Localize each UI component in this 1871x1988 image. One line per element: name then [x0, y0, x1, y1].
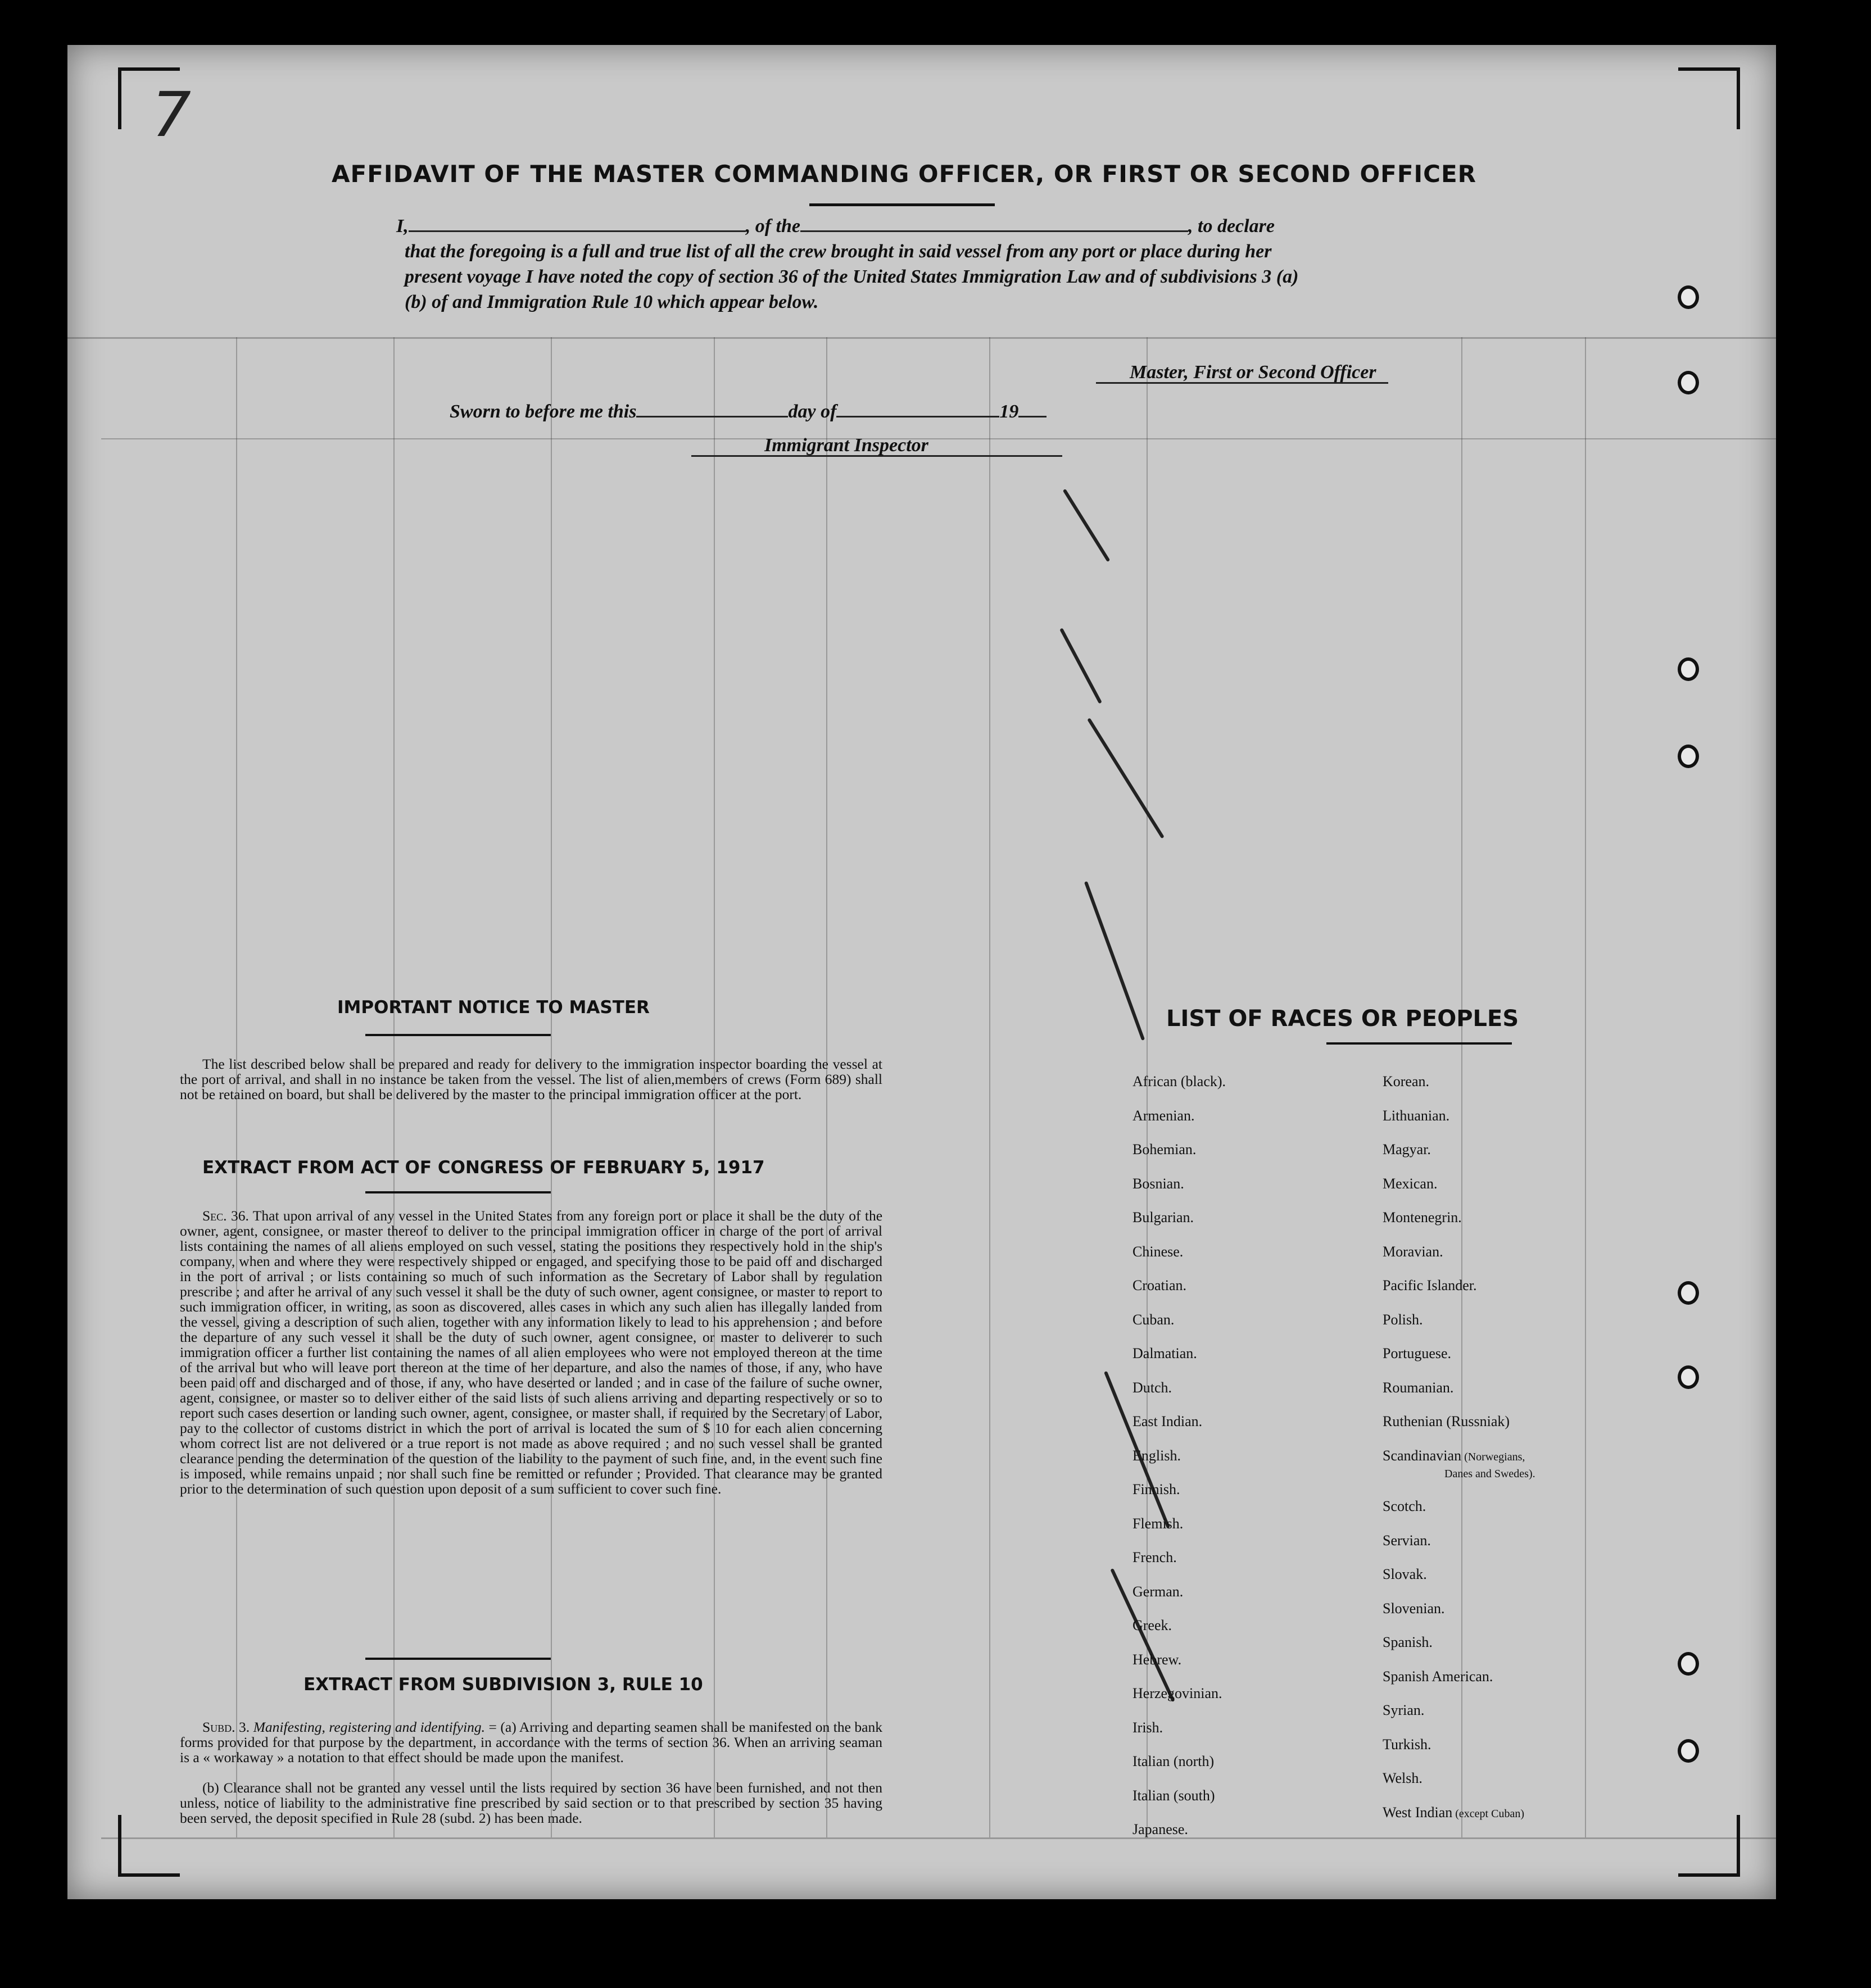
crop-mark	[118, 67, 180, 71]
race-label: Montenegrin.	[1383, 1209, 1462, 1226]
race-item	[1383, 1804, 1524, 1821]
race-item	[1383, 1175, 1437, 1192]
race-item	[1132, 1583, 1183, 1600]
race-item	[1383, 1209, 1462, 1226]
race-label: Slovak.	[1383, 1566, 1427, 1582]
signature-label: Master, First or Second Officer	[1130, 362, 1376, 383]
race-label: Mexican.	[1383, 1175, 1438, 1192]
race-item	[1132, 1379, 1172, 1396]
sworn-day-blank[interactable]	[636, 399, 788, 417]
race-item	[1383, 1073, 1429, 1090]
title-underline	[809, 203, 995, 206]
race-label: Pacific Islander.	[1383, 1277, 1477, 1293]
crop-mark	[1737, 1815, 1740, 1877]
check-mark	[1087, 718, 1165, 838]
race-item	[1132, 1515, 1183, 1532]
subd-heading: Manifesting, registering and identifying.	[253, 1719, 486, 1735]
check-mark	[1063, 489, 1111, 562]
punch-hole	[1678, 745, 1699, 768]
rule-extract-title: EXTRACT FROM SUBDIVISION 3, RULE 10	[303, 1674, 703, 1695]
race-item	[1383, 1345, 1451, 1362]
affidavit-to-declare: , to declare	[1188, 216, 1275, 237]
race-label: Welsh.	[1383, 1770, 1422, 1786]
crop-mark	[118, 1873, 180, 1877]
race-label: Flemish.	[1132, 1515, 1184, 1532]
race-label: Syrian.	[1383, 1702, 1425, 1718]
act-extract-text	[180, 1208, 882, 1496]
crop-mark	[118, 67, 121, 129]
race-item	[1132, 1108, 1194, 1124]
race-item	[1383, 1770, 1422, 1787]
punch-hole	[1678, 1281, 1699, 1305]
document-sheet	[67, 45, 1776, 1899]
subd-text-a: = (a) Arriving and departing seamen shall be manifested on the bank forms provided for that purpose by the department, in accordance with the terms of section 36. When an arriving seaman is a « workaway » a notation to that effect should be made upon the manifest.	[180, 1719, 882, 1765]
race-label: Hebrew.	[1132, 1651, 1182, 1668]
race-label: Japanese.	[1132, 1821, 1188, 1837]
race-label: Chinese.	[1132, 1243, 1184, 1260]
race-label: Armenian.	[1132, 1108, 1195, 1124]
race-note-continued: Danes and Swedes).	[1444, 1468, 1535, 1480]
punch-hole	[1678, 1365, 1699, 1389]
race-item	[1383, 1277, 1477, 1294]
race-item	[1132, 1617, 1172, 1634]
crop-mark	[1678, 1873, 1740, 1877]
race-label: Bulgarian.	[1132, 1209, 1194, 1226]
race-item	[1132, 1685, 1222, 1702]
affidavit-title: AFFIDAVIT OF THE MASTER COMMANDING OFFICER, OR FIRST OR SECOND OFFICER	[332, 160, 1477, 188]
race-label: Scandinavian	[1383, 1447, 1462, 1464]
race-label: Finnish.	[1132, 1481, 1180, 1497]
race-label: Italian (south)	[1132, 1787, 1215, 1804]
crop-mark	[1678, 67, 1740, 71]
race-item	[1383, 1736, 1431, 1753]
race-label: Roumanian.	[1383, 1379, 1454, 1396]
day-of-text: day of	[788, 401, 837, 422]
race-label: Dutch.	[1132, 1379, 1172, 1396]
name-blank[interactable]	[409, 214, 746, 232]
race-label: Servian.	[1383, 1532, 1431, 1549]
rule-extract-text-a	[180, 1719, 882, 1765]
act-extract-title: EXTRACT FROM ACT OF CONGRESS OF FEBRUARY 5, 1917	[202, 1158, 765, 1178]
race-item	[1132, 1787, 1215, 1804]
race-item	[1383, 1413, 1510, 1430]
race-label: Spanish.	[1383, 1634, 1433, 1650]
race-item	[1132, 1549, 1177, 1566]
race-item	[1132, 1073, 1226, 1090]
race-label: Magyar.	[1383, 1141, 1431, 1158]
race-item	[1132, 1753, 1214, 1770]
race-label: Lithuanian.	[1383, 1108, 1450, 1124]
race-label: African (black).	[1132, 1073, 1226, 1090]
bleed-line	[989, 337, 990, 1837]
bleed-line	[101, 438, 1776, 439]
race-item	[1383, 1498, 1426, 1515]
race-item	[1383, 1243, 1443, 1260]
sworn-line	[450, 399, 1047, 425]
bleed-line	[67, 337, 1776, 339]
sworn-text: Sworn to before me this	[450, 401, 637, 422]
affidavit-line-3: present voyage I have noted the copy of section 36 of the United States Immigration Law and of subdivisions 3 (a)	[405, 266, 1299, 287]
race-item	[1132, 1141, 1196, 1158]
check-mark	[1059, 628, 1102, 703]
race-item	[1383, 1668, 1493, 1685]
bleed-line	[1461, 337, 1462, 1837]
inspector-label: Immigrant Inspector	[764, 435, 928, 456]
crop-mark	[1737, 67, 1740, 129]
crop-mark	[118, 1815, 121, 1877]
subd-label: Subd. 3.	[202, 1719, 250, 1735]
race-item	[1383, 1702, 1424, 1719]
race-item	[1132, 1243, 1183, 1260]
race-label: East Indian.	[1132, 1413, 1203, 1429]
section-label: Sec. 36.	[202, 1208, 249, 1224]
race-item	[1383, 1108, 1449, 1124]
notice-underline	[365, 1034, 551, 1036]
punch-hole	[1678, 657, 1699, 681]
race-item	[1383, 1311, 1423, 1328]
race-label: Turkish.	[1383, 1736, 1431, 1753]
race-label: Italian (north)	[1132, 1753, 1215, 1769]
races-underline	[1326, 1042, 1512, 1045]
race-item	[1383, 1141, 1431, 1158]
notice-title: IMPORTANT NOTICE TO MASTER	[337, 997, 650, 1018]
race-label: West Indian	[1383, 1804, 1453, 1821]
race-label: Scotch.	[1383, 1498, 1426, 1514]
rule-extract-text-b: (b) Clearance shall not be granted any vessel until the lists required by section 36 have been furnished, and not then unless, notice of liability to the administrative fine prescribed by said section or to that prescribed by section 35 having been served, the deposit specified in Rule 28 (subd. 2) has been made.	[180, 1780, 882, 1826]
punch-hole	[1678, 1739, 1699, 1763]
affidavit-line-2: that the foregoing is a full and true list of all the crew brought in said vessel from any port or place during her	[405, 241, 1272, 262]
race-label: Croatian.	[1132, 1277, 1187, 1293]
notice-text: The list described below shall be prepared and ready for delivery to the immigration inspector boarding the vessel at the port of arrival, and shall in no instance be taken from the vessel. The list of alien,members of crews (Form 689) shall not be retained on board, but shall be delivered by the master to the principal immigration officer at the port.	[180, 1056, 882, 1102]
race-item	[1132, 1651, 1181, 1668]
race-label: German.	[1132, 1583, 1184, 1600]
race-label: Moravian.	[1383, 1243, 1443, 1260]
race-label: Spanish American.	[1383, 1668, 1493, 1685]
race-label: Ruthenian (Russniak)	[1383, 1413, 1510, 1429]
race-item	[1132, 1821, 1188, 1838]
race-item	[1132, 1447, 1181, 1464]
affidavit-line-4: (b) of and Immigration Rule 10 which appear below.	[405, 292, 819, 312]
race-note: (except Cuban)	[1452, 1808, 1524, 1820]
year-prefix: 19	[999, 401, 1019, 422]
race-item	[1132, 1311, 1174, 1328]
race-note: (Norwegians,	[1461, 1451, 1525, 1463]
race-label: French.	[1132, 1549, 1177, 1565]
race-label: Herzegovinian.	[1132, 1685, 1222, 1701]
race-label: English.	[1132, 1447, 1181, 1464]
race-item	[1132, 1277, 1186, 1294]
check-mark	[1084, 881, 1145, 1041]
races-title: LIST OF RACES OR PEOPLES	[1166, 1006, 1519, 1032]
affidavit-of-the: , of the	[745, 216, 801, 237]
race-item	[1383, 1447, 1535, 1481]
race-item	[1383, 1379, 1453, 1396]
bleed-line	[1585, 337, 1586, 1837]
act-underline	[365, 1191, 551, 1193]
race-label: Bohemian.	[1132, 1141, 1197, 1158]
race-item	[1383, 1532, 1431, 1549]
race-item	[1383, 1600, 1445, 1617]
punch-hole	[1678, 285, 1699, 309]
race-item	[1132, 1719, 1163, 1736]
race-label: Irish.	[1132, 1719, 1163, 1736]
punch-hole	[1678, 371, 1699, 394]
race-label: Greek.	[1132, 1617, 1172, 1633]
sworn-year-blank[interactable]	[1018, 399, 1047, 417]
race-item	[1132, 1413, 1202, 1430]
sworn-month-blank[interactable]	[836, 399, 999, 417]
vessel-blank[interactable]	[800, 214, 1188, 232]
race-item	[1383, 1634, 1433, 1651]
race-item	[1132, 1481, 1180, 1498]
bleed-line	[101, 1837, 1776, 1839]
rule-divider	[365, 1658, 551, 1660]
page-number: 7	[152, 79, 191, 151]
race-label: Cuban.	[1132, 1311, 1175, 1328]
race-label: Polish.	[1383, 1311, 1423, 1328]
race-item	[1132, 1345, 1197, 1362]
race-label: Bosnian.	[1132, 1175, 1184, 1192]
race-item	[1132, 1209, 1194, 1226]
race-item	[1383, 1566, 1427, 1583]
race-label: Portuguese.	[1383, 1345, 1452, 1361]
race-label: Korean.	[1383, 1073, 1430, 1090]
race-label: Dalmatian.	[1132, 1345, 1197, 1361]
race-item	[1132, 1175, 1184, 1192]
punch-hole	[1678, 1652, 1699, 1676]
race-label: Slovenian.	[1383, 1600, 1445, 1617]
affidavit-i: I,	[396, 216, 409, 237]
section-36-text: That upon arrival of any vessel in the United States from any foreign port or place it shall be the duty of the owner, agent, consignee, or master thereof to deliver to the principal immigration officer in charge of the port of arrival lists containing the names of all aliens employed on such vessel, stating the positions they respectively hold in the ship's company, when and where they were respectively shipped or engaged, and specifying those to be paid off and discharged in the port of arrival ; or lists containing so much of such information as the Secretary of Labor shall by regulation prescribe ; and after he arrival of any such vessel it shall be the duty of such owner, agent consignee, or master to report to such immigration officer, in writing, as soon as discovered, alles cases in which any such alien has illegally landed from the vessel, giving a description of such alien, together with any information likely to lead to his apprehension ; and before the departure of any such vessel it shall be the duty of such owner, agent consignee, or master to deliverer to such immigration officer a further list containing the names of all alien employees who were not employed thereon at the time of the arrival but who will leave port thereon at the time of her departure, and also the names of those, if any, who have been paid off and discharged and of those, if any, who have deserted or landed ; and in case of the failure of suche owner, agent, consignee, or master so to deliver either of the said lists of such aliens arriving and departing respectively or so to report such cases desertion or landing such owner, agent, consignee, or master shall, if required by the Secretary of Labor, pay to the collector of customs district in which the port of arrival is located the sum of $ 10 for each alien concerning whom correct list are not delivered or a true report is not made as above required ; and no such vessel shall be granted clearance pending the determination of the question of the liability to the payment of such fine, and, in the event such fine is imposed, while remains unpaid ; nor shall such fine be remitted or refunder ; Provided. That clearance may be granted prior to the determination of such question upon deposit of a sum sufficient to cover such fine.	[180, 1208, 883, 1497]
affidavit-line-1	[396, 214, 1275, 239]
